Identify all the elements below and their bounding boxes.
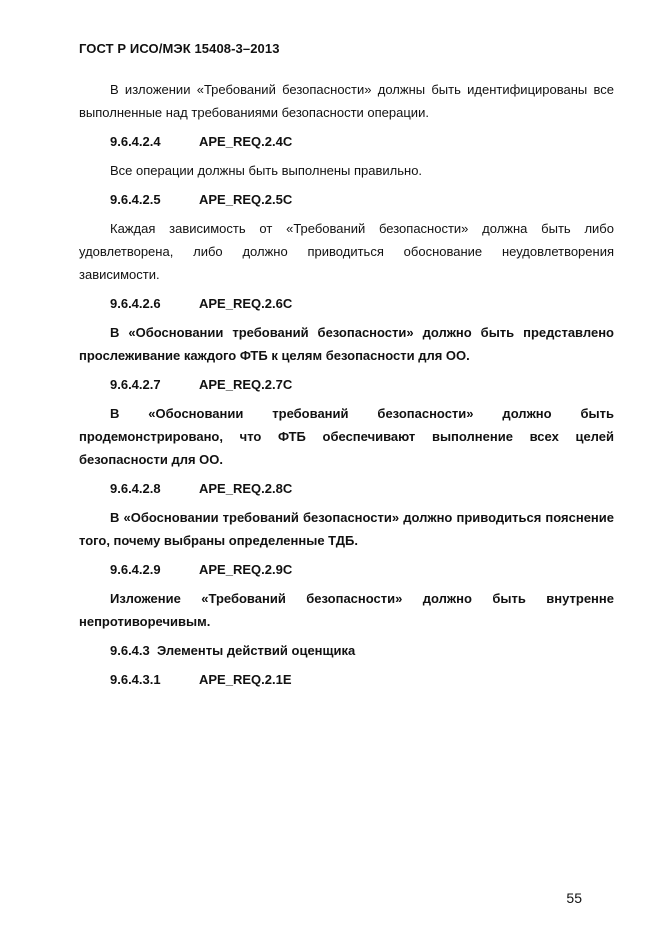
clause-code: APE_REQ.2.1E bbox=[199, 672, 292, 687]
intro-paragraph: В изложении «Требований безопасности» должны быть идентифицированы все выполненные над требованиями безопасности операции. bbox=[79, 82, 614, 120]
clause-heading bbox=[79, 477, 614, 500]
clause-heading bbox=[79, 130, 614, 153]
clause-code: APE_REQ.2.7C bbox=[199, 377, 293, 392]
clause-code: APE_REQ.2.4C bbox=[199, 134, 293, 149]
clause-code: APE_REQ.2.5C bbox=[199, 192, 293, 207]
section-heading bbox=[79, 639, 614, 662]
clause-text: Все операции должны быть выполнены правильно. bbox=[110, 163, 423, 178]
clause-number: 9.6.4.2.6 bbox=[110, 296, 161, 311]
clause-number: 9.6.4.2.7 bbox=[110, 377, 161, 392]
page-number: 55 bbox=[566, 890, 582, 906]
clause-text: В «Обосновании требований безопасности» должно приводиться пояснение того, почему выбраны определенные ТДБ. bbox=[79, 510, 614, 548]
clause-text: Изложение «Требований безопасности» должно быть внутренне непротиворечивым. bbox=[79, 591, 614, 629]
clause-number: 9.6.4.2.9 bbox=[110, 562, 161, 577]
clause-heading bbox=[79, 188, 614, 211]
clause-number: 9.6.4.2.8 bbox=[110, 481, 161, 496]
document-body bbox=[79, 78, 614, 697]
clause-number: 9.6.4.2.4 bbox=[110, 134, 161, 149]
clause-number: 9.6.4.3.1 bbox=[110, 672, 161, 687]
section-number: 9.6.4.3 bbox=[110, 643, 150, 658]
clause-text: Каждая зависимость от «Требований безопасности» должна быть либо удовлетворена, либо должно приводиться обоснование неудовлетворения зависимости. bbox=[79, 221, 614, 282]
section-title: Элементы действий оценщика bbox=[157, 643, 356, 658]
clause-code: APE_REQ.2.8C bbox=[199, 481, 293, 496]
clause-number: 9.6.4.2.5 bbox=[110, 192, 161, 207]
clause-text: В «Обосновании требований безопасности» должно быть продемонстрировано, что ФТБ обеспечивают выполнение всех целей безопасности для ОО. bbox=[79, 406, 614, 467]
clause-text: В «Обосновании требований безопасности» должно быть представлено прослеживание каждого ФТБ к целям безопасности для ОО. bbox=[79, 325, 614, 363]
clause-heading bbox=[79, 373, 614, 396]
clause-code: APE_REQ.2.6C bbox=[199, 296, 293, 311]
clause-heading bbox=[79, 668, 614, 691]
clause-heading bbox=[79, 558, 614, 581]
document-header: ГОСТ Р ИСО/МЭК 15408-3–2013 bbox=[79, 41, 280, 56]
clause-code: APE_REQ.2.9C bbox=[199, 562, 293, 577]
clause-heading bbox=[79, 292, 614, 315]
